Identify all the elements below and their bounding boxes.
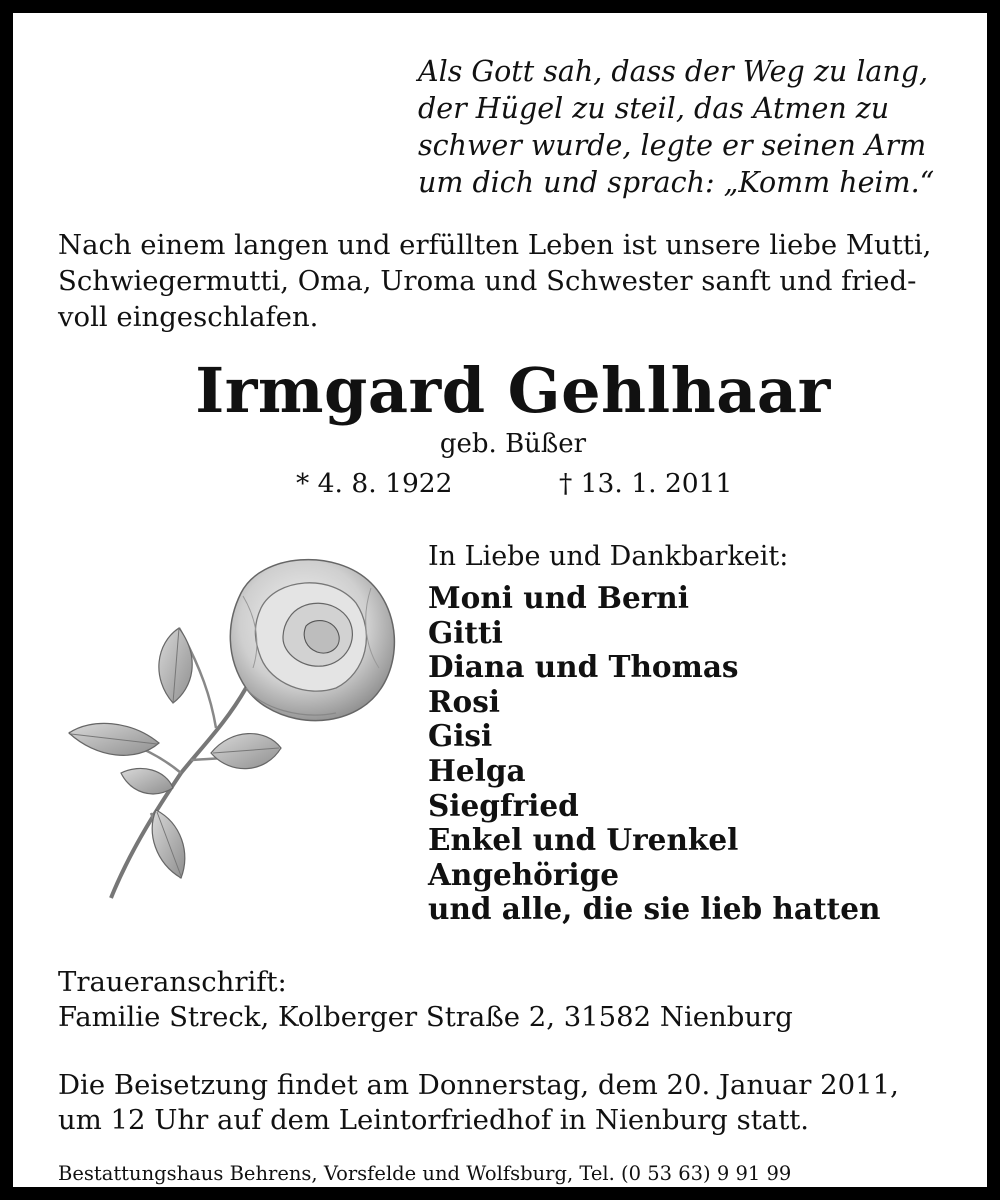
mourner-name: Moni und Berni bbox=[428, 580, 689, 615]
poem-line: schwer wurde, legte er seinen Arm bbox=[418, 129, 927, 162]
rose-icon bbox=[61, 548, 406, 903]
maiden-name: geb. Büßer bbox=[439, 429, 587, 459]
mourner-name: Rosi bbox=[428, 683, 501, 719]
funeral-line: um 12 Uhr auf dem Leintorfriedhof in Nienburg statt. bbox=[58, 1104, 810, 1136]
death-date: † 13. 1. 2011 bbox=[559, 468, 733, 499]
mourner-name: Gitti bbox=[428, 614, 503, 650]
mourner-name: Gisi bbox=[428, 718, 493, 754]
mourner-name: Enkel und Urenkel bbox=[428, 822, 739, 858]
mourning-address bbox=[58, 965, 793, 1035]
poem bbox=[418, 53, 934, 201]
funeral-info bbox=[58, 1068, 899, 1138]
address-value: Familie Streck, Kolberger Straße 2, 31582 Nienburg bbox=[58, 1001, 793, 1033]
intro-line: Nach einem langen und erfüllten Leben ist unsere liebe Mutti, bbox=[58, 229, 932, 261]
intro-line: Schwiegermutti, Oma, Uroma und Schwester sanft und fried- bbox=[58, 265, 917, 297]
address-label: Traueranschrift: bbox=[58, 966, 287, 998]
intro-line: voll eingeschlafen. bbox=[58, 301, 319, 333]
birth-date: * 4. 8. 1922 bbox=[296, 468, 453, 499]
poem-line: Als Gott sah, dass der Weg zu lang, bbox=[418, 55, 929, 88]
intro-text bbox=[58, 227, 931, 335]
mourner-name: Helga bbox=[428, 752, 526, 788]
poem-line: der Hügel zu steil, das Atmen zu bbox=[418, 92, 890, 125]
mourner-name: Angehörige bbox=[428, 856, 620, 892]
mourners-heading: In Liebe und Dankbarkeit: bbox=[428, 541, 789, 572]
deceased-name: Irmgard Gehlhaar bbox=[195, 354, 831, 427]
funeral-line: Die Beisetzung findet am Donnerstag, dem 20. Januar 2011, bbox=[58, 1069, 899, 1101]
mourner-name: Siegfried bbox=[428, 787, 579, 823]
poem-line: um dich und sprach: „Komm heim.“ bbox=[418, 166, 935, 199]
funeral-home-footer: Bestattungshaus Behrens, Vorsfelde und Wolfsburg, Tel. (0 53 63) 9 91 99 bbox=[58, 1162, 792, 1185]
mourner-name: und alle, die sie lieb hatten bbox=[428, 891, 881, 927]
mourner-name: Diana und Thomas bbox=[428, 649, 739, 685]
mourners-list bbox=[428, 581, 880, 927]
